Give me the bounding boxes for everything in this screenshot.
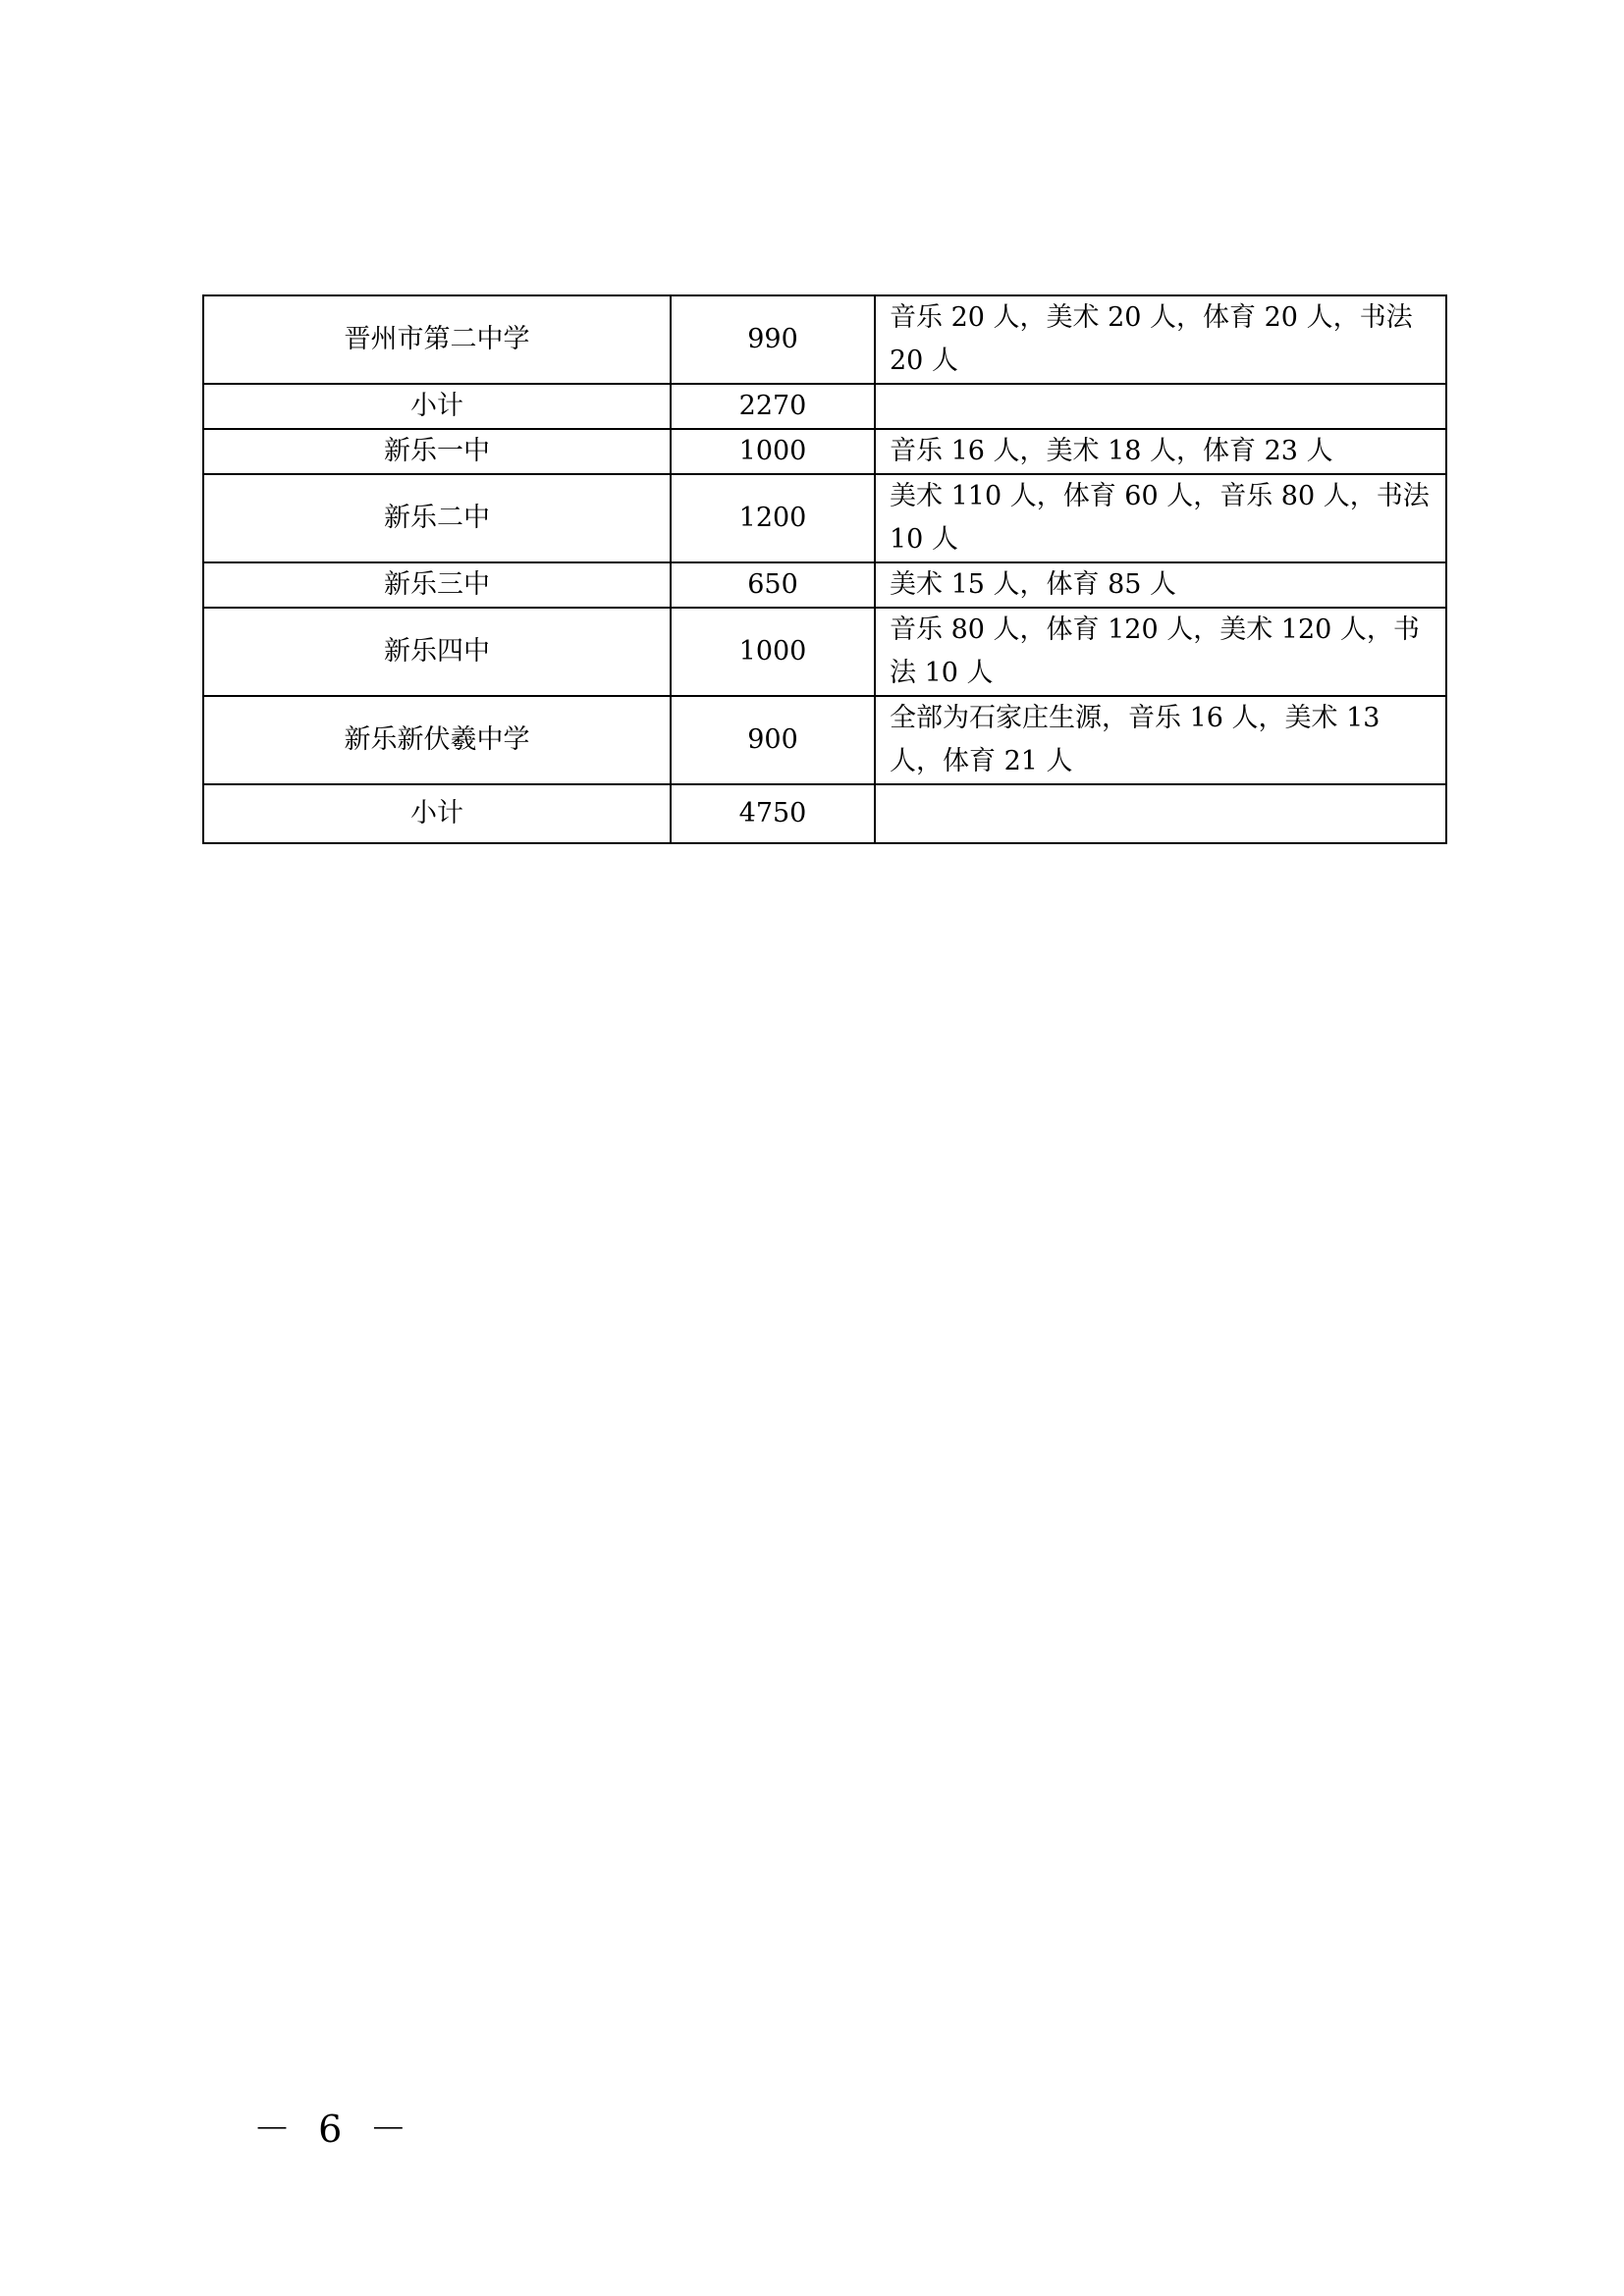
note-cell xyxy=(875,384,1446,429)
table-row xyxy=(203,474,1446,562)
school-cell: 新乐二中 xyxy=(203,474,671,562)
enrollment-table xyxy=(202,294,1447,844)
school-cell: 新乐新伏羲中学 xyxy=(203,696,671,784)
note-cell: 音乐 20 人，美术 20 人，体育 20 人，书法 20 人 xyxy=(875,295,1446,384)
school-cell: 小计 xyxy=(203,784,671,843)
subtotal-row xyxy=(203,384,1446,429)
table-row xyxy=(203,608,1446,696)
note-cell: 美术 15 人，体育 85 人 xyxy=(875,562,1446,608)
note-cell xyxy=(875,784,1446,843)
note-cell: 音乐 80 人，体育 120 人，美术 120 人，书法 10 人 xyxy=(875,608,1446,696)
subtotal-row xyxy=(203,784,1446,843)
note-cell: 音乐 16 人，美术 18 人，体育 23 人 xyxy=(875,429,1446,474)
table-row xyxy=(203,562,1446,608)
table-row xyxy=(203,696,1446,784)
count-cell: 1000 xyxy=(671,608,875,696)
count-cell: 2270 xyxy=(671,384,875,429)
count-cell: 1000 xyxy=(671,429,875,474)
school-cell: 小计 xyxy=(203,384,671,429)
page-number: － 6 － xyxy=(253,2108,415,2151)
note-cell: 全部为石家庄生源，音乐 16 人，美术 13 人，体育 21 人 xyxy=(875,696,1446,784)
count-cell: 4750 xyxy=(671,784,875,843)
count-cell: 1200 xyxy=(671,474,875,562)
table-row xyxy=(203,429,1446,474)
school-cell: 晋州市第二中学 xyxy=(203,295,671,384)
school-cell: 新乐一中 xyxy=(203,429,671,474)
count-cell: 900 xyxy=(671,696,875,784)
count-cell: 990 xyxy=(671,295,875,384)
count-cell: 650 xyxy=(671,562,875,608)
school-cell: 新乐四中 xyxy=(203,608,671,696)
table-row xyxy=(203,295,1446,384)
school-cell: 新乐三中 xyxy=(203,562,671,608)
note-cell: 美术 110 人，体育 60 人，音乐 80 人，书法 10 人 xyxy=(875,474,1446,562)
